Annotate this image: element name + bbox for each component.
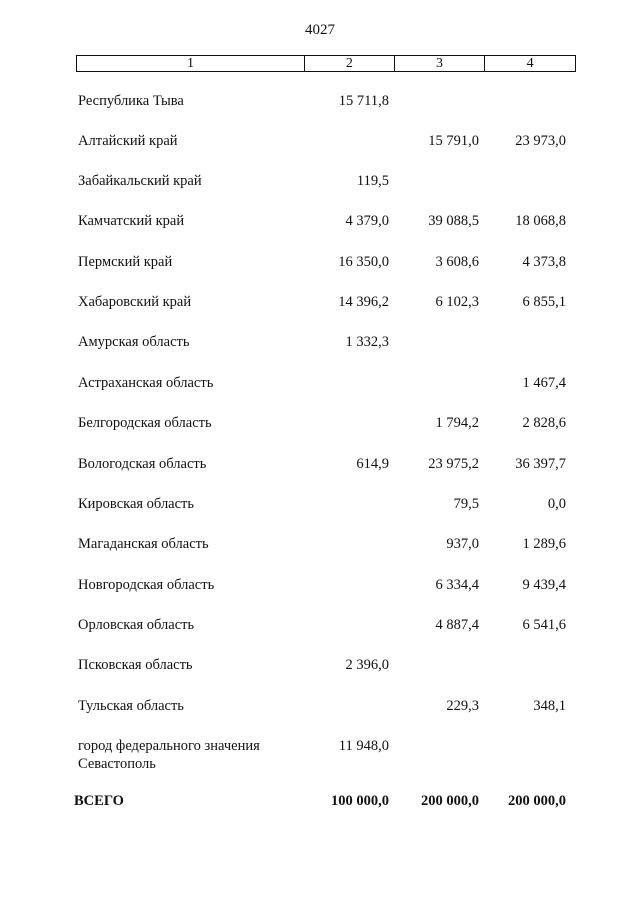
region-name: город федерального значения Севастополь [78, 738, 260, 772]
region-name: Кировская область [78, 496, 195, 512]
value-col-2: 14 396,2 [338, 294, 389, 310]
value-col-4: 23 973,0 [515, 133, 566, 149]
value-col-4: 0,0 [547, 496, 566, 512]
column-header-3: 3 [395, 56, 486, 71]
page-number: 4027 [305, 22, 335, 38]
region-name: Камчатский край [78, 213, 185, 229]
region-name: Республика Тыва [78, 93, 184, 109]
value-col-4: 4 373,8 [522, 254, 566, 270]
region-name: Алтайский край [78, 133, 178, 149]
value-col-3: 15 791,0 [428, 133, 479, 149]
region-name: Орловская область [78, 617, 195, 633]
value-col-3: 79,5 [453, 496, 479, 512]
column-header-4: 4 [526, 56, 534, 71]
value-col-3: 937,0 [446, 536, 479, 552]
region-name: Хабаровский край [78, 294, 192, 310]
value-col-3: 1 794,2 [435, 415, 479, 431]
region-name: Псковская область [78, 657, 193, 673]
value-col-4: 18 068,8 [515, 213, 566, 229]
column-header-1: 1 [77, 56, 305, 71]
value-col-2: 11 948,0 [338, 738, 389, 754]
region-name: Пермский край [78, 254, 173, 270]
column-header-row [76, 55, 576, 72]
value-col-4: 9 439,4 [522, 577, 566, 593]
value-col-4: 6 541,6 [522, 617, 566, 633]
value-col-4: 1 467,4 [522, 375, 566, 391]
value-col-2: 16 350,0 [338, 254, 389, 270]
value-col-3: 229,3 [446, 698, 479, 714]
region-name: Забайкальский край [78, 173, 202, 189]
value-col-2: 15 711,8 [338, 93, 389, 109]
value-col-2: 2 396,0 [345, 657, 389, 673]
total-col-3: 200 000,0 [421, 793, 479, 809]
value-col-4: 6 855,1 [522, 294, 566, 310]
value-col-4: 36 397,7 [515, 456, 566, 472]
total-label: ВСЕГО [74, 793, 124, 809]
total-col-4: 200 000,0 [508, 793, 566, 809]
value-col-2: 119,5 [356, 173, 389, 189]
region-name: Тульская область [78, 698, 184, 714]
region-name: Амурская область [78, 334, 190, 350]
value-col-2: 614,9 [356, 456, 389, 472]
value-col-4: 348,1 [533, 698, 566, 714]
column-header-2: 2 [305, 56, 395, 71]
value-col-2: 1 332,3 [345, 334, 389, 350]
value-col-3: 4 887,4 [435, 617, 479, 633]
region-name: Новгородская область [78, 577, 215, 593]
value-col-3: 23 975,2 [428, 456, 479, 472]
value-col-2: 4 379,0 [345, 213, 389, 229]
value-col-4: 2 828,6 [522, 415, 566, 431]
region-name: Магаданская область [78, 536, 209, 552]
region-name: Вологодская область [78, 456, 207, 472]
value-col-4: 1 289,6 [522, 536, 566, 552]
value-col-3: 6 334,4 [435, 577, 479, 593]
value-col-3: 39 088,5 [428, 213, 479, 229]
value-col-3: 3 608,6 [435, 254, 479, 270]
region-name: Астраханская область [78, 375, 214, 391]
total-col-2: 100 000,0 [331, 793, 389, 809]
value-col-3: 6 102,3 [435, 294, 479, 310]
region-name: Белгородская область [78, 415, 212, 431]
